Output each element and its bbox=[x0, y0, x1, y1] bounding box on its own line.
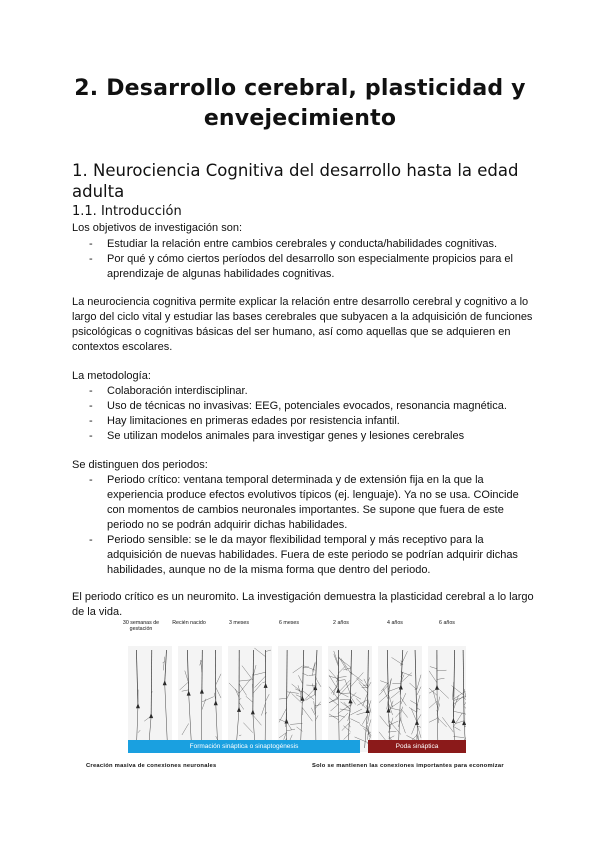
age-label: 3 meses bbox=[228, 620, 250, 626]
section-title: 1. Neurociencia Cognitiva del desarrollo hasta la edad adulta bbox=[72, 161, 519, 201]
caption-left: Creación masiva de conexiones neuronales bbox=[86, 763, 217, 769]
neuron-panel bbox=[128, 646, 172, 752]
periods-list bbox=[72, 473, 534, 578]
age-label: 30 semanas de gestación bbox=[122, 620, 160, 632]
paragraph-neuromito: El periodo crítico es un neuromito. La investigación demuestra la plasticidad cerebral a lo largo de la vida. bbox=[72, 591, 534, 618]
paragraph-neurociencia: La neurociencia cognitiva permite explicar la relación entre desarrollo cerebral y cognitivo a lo largo del ciclo vital y estudiar las bases cerebrales que subyacen a la adquisición de funciones psicológicas o cognitivas básicas del ser humano, así como aquellas que se adquieren en contextos escolares. bbox=[72, 296, 533, 353]
objectives-lead: Los objetivos de investigación son: bbox=[72, 222, 242, 234]
neuron-panel bbox=[178, 646, 222, 752]
list-item: - Hay limitaciones en primeras edades por resistencia infantil. bbox=[72, 414, 534, 429]
age-label: 6 años bbox=[439, 620, 455, 626]
subsection-title: 1.1. Introducción bbox=[72, 204, 182, 219]
age-labels bbox=[118, 620, 474, 644]
methodology-lead: La metodología: bbox=[72, 370, 151, 382]
synapse-development-figure bbox=[118, 620, 474, 756]
age-label: Recién nacido bbox=[172, 620, 206, 626]
neuron-panel bbox=[378, 646, 422, 752]
list-item: - Por qué y cómo ciertos períodos del desarrollo son especialmente propicios para el aprendizaje de algunas habilidades cognitivas. bbox=[72, 252, 534, 282]
methodology-list bbox=[72, 384, 534, 444]
periods-lead: Se distinguen dos periodos: bbox=[72, 459, 208, 471]
pruning-bar: Poda sináptica bbox=[368, 740, 466, 753]
neuron-panel bbox=[228, 646, 272, 752]
neuron-panel bbox=[428, 646, 466, 752]
page-title: 2. Desarrollo cerebral, plasticidad y envejecimiento bbox=[74, 76, 526, 131]
age-label: 6 meses bbox=[278, 620, 300, 626]
objectives-list bbox=[72, 237, 534, 282]
list-item: - Colaboración interdisciplinar. bbox=[72, 384, 534, 399]
age-label: 2 años bbox=[333, 620, 349, 626]
synaptogenesis-bar: Formación sináptica o sinaptogénesis bbox=[128, 740, 360, 753]
list-item: - Periodo crítico: ventana temporal determinada y de extensión fija en la que la experiencia produce efectos evolutivos típicos (ej. lenguaje). Ya no se usa. COincide con momentos de cambios neuronales importantes. Se supone que fuera de este periodo no se podrán adquirir dichas habilidades. bbox=[72, 473, 534, 533]
neuron-panel bbox=[278, 646, 322, 752]
list-item: - Estudiar la relación entre cambios cerebrales y conducta/habilidades cognitivas. bbox=[72, 237, 534, 252]
list-item: - Periodo sensible: se le da mayor flexibilidad temporal y más receptivo para la adquisición de nuevas habilidades. Fuera de este periodo se podrían adquirir dichas habilidades, aunque no de la misma forma que dentro del periodo. bbox=[72, 533, 534, 578]
list-item: - Se utilizan modelos animales para investigar genes y lesiones cerebrales bbox=[72, 429, 534, 444]
list-item: - Uso de técnicas no invasivas: EEG, potenciales evocados, resonancia magnética. bbox=[72, 399, 534, 414]
neuron-panel bbox=[328, 646, 372, 752]
age-label: 4 años bbox=[387, 620, 403, 626]
caption-right: Solo se mantienen las conexiones importantes para economizar bbox=[312, 763, 504, 769]
